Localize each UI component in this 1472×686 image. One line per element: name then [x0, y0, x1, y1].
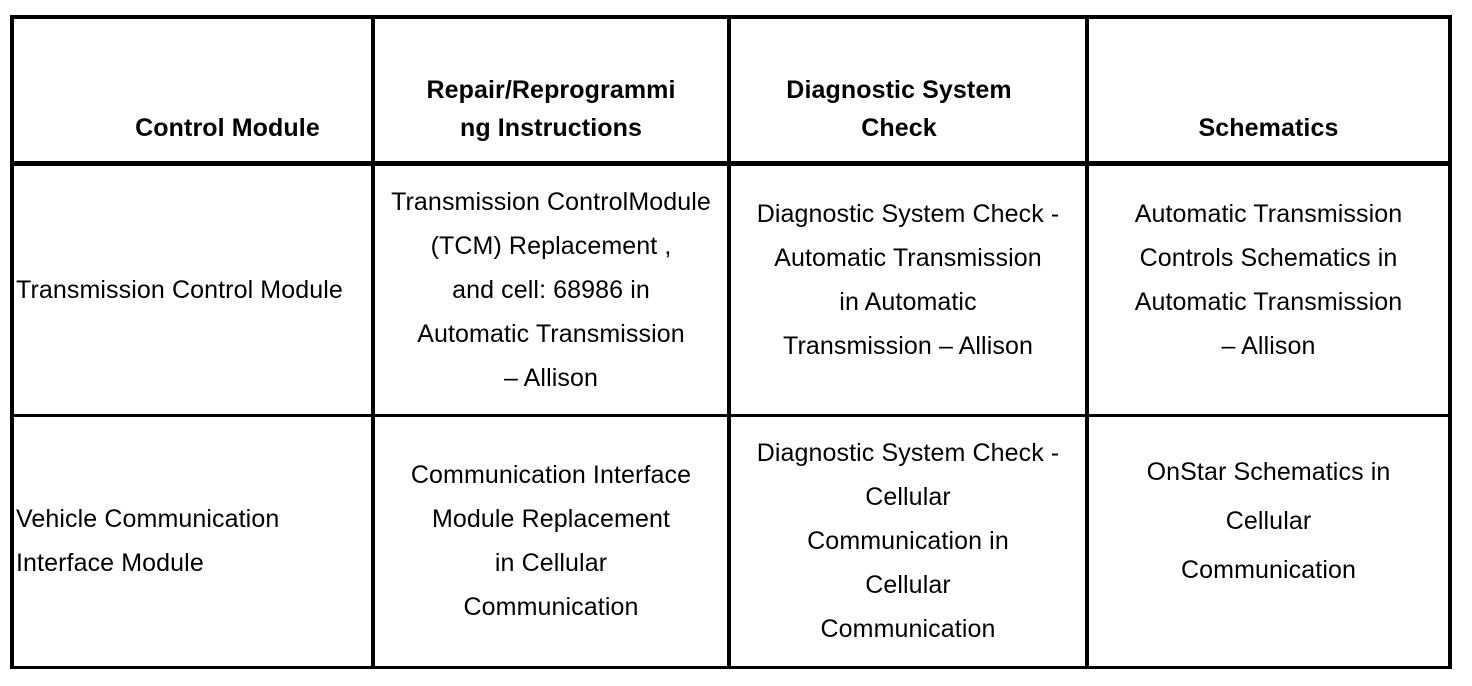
cell-schematics: Automatic Transmission Controls Schematics in Automatic Transmission – Allison [1087, 163, 1450, 415]
cell-control-module: Vehicle Communication Interface Module [12, 415, 373, 667]
cell-repair-instructions: Communication Interface Module Replacement in Cellular Communication [373, 415, 729, 667]
cell-diagnostic-system-check: Diagnostic System Check - Automatic Transmission in Automatic Transmission – Allison [729, 163, 1087, 415]
header-repair-instructions: Repair/Reprogrammi ng Instructions [373, 17, 729, 163]
table-row [12, 163, 1450, 415]
header-diagnostic-system-check: Diagnostic System Check [729, 17, 1087, 163]
control-module-table [10, 15, 1452, 669]
header-control-module: Control Module [12, 17, 373, 163]
cell-control-module: Transmission Control Module [12, 163, 373, 415]
header-schematics: Schematics [1087, 17, 1450, 163]
cell-repair-instructions: Transmission ControlModule (TCM) Replacement , and cell: 68986 in Automatic Transmission – Allison [373, 163, 729, 415]
cell-schematics: OnStar Schematics in Cellular Communication [1087, 415, 1450, 667]
cell-diagnostic-system-check: Diagnostic System Check - Cellular Communication in Cellular Communication [729, 415, 1087, 667]
table-row [12, 415, 1450, 667]
table-header-row [12, 17, 1450, 163]
